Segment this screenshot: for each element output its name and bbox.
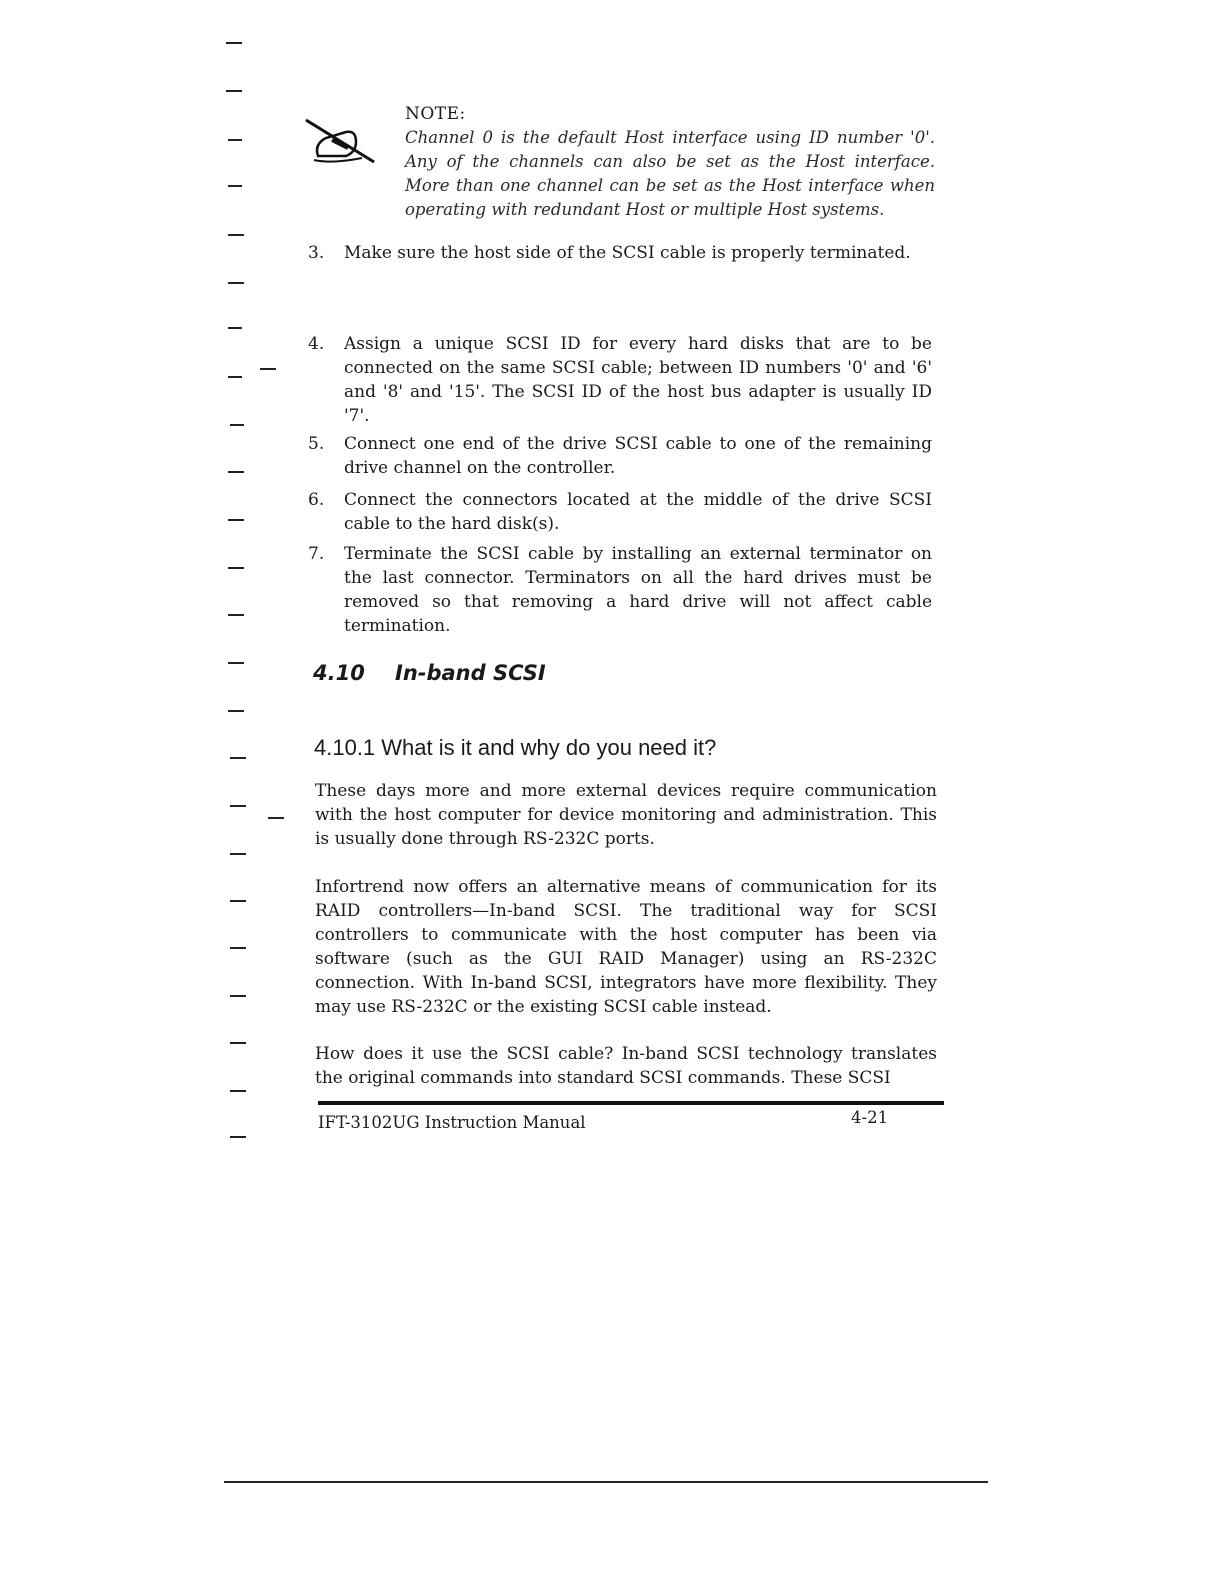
paragraph: Infortrend now offers an alternative means of communication for its RAID controllers—In-band SCSI. The traditional way for SCSI controllers to communicate with the host computer has been via software (such as the GUI RAID Manager) using an RS-232C connection. With In-band SCSI, integrators have more flexibility. They may use RS-232C or the existing SCSI cable instead. <box>315 877 937 1017</box>
paragraph: These days more and more external devices require communication with the host computer for device monitoring and administration. This is usually done through RS-232C ports. <box>315 781 937 849</box>
note-pencil-icon <box>302 118 380 168</box>
note-callout <box>405 104 935 222</box>
page-bottom-rule <box>224 1481 988 1483</box>
step-text: Assign a unique SCSI ID for every hard disks that are to be connected on the same SCSI cable; between ID numbers '0' and '6' and '8' and '15'. The SCSI ID of the host bus adapter is usually ID '7'. <box>344 334 932 426</box>
note-text: Channel 0 is the default Host interface using ID number '0'. Any of the channels can also be set as the Host interface. More than one channel can be set as the Host interface when operating with redundant Host or multiple Host systems. <box>405 128 935 219</box>
step-number: 5. <box>308 434 325 454</box>
step-number: 7. <box>308 544 325 564</box>
section-number: 4.10 <box>313 661 365 685</box>
step-number: 6. <box>308 490 325 510</box>
step-text: Terminate the SCSI cable by installing an external terminator on the last connector. Terminators on all the hard drives must be removed so that removing a hard drive will not affect cable termination. <box>344 544 932 636</box>
section-heading <box>313 661 546 685</box>
footer-page-number: 4-21 <box>851 1108 889 1127</box>
step-number: 3. <box>308 243 325 263</box>
step-text: Make sure the host side of the SCSI cable is properly terminated. <box>344 243 911 263</box>
footer-rule <box>318 1101 944 1105</box>
section-title: In-band SCSI <box>395 661 546 685</box>
step-text: Connect the connectors located at the middle of the drive SCSI cable to the hard disk(s). <box>344 490 932 534</box>
note-title: NOTE: <box>405 104 466 124</box>
subsection-heading: 4.10.1 What is it and why do you need it? <box>314 735 717 760</box>
paragraph: How does it use the SCSI cable? In-band SCSI technology translates the original commands into standard SCSI commands. These SCSI <box>315 1044 937 1088</box>
step-number: 4. <box>308 334 325 354</box>
footer-manual-title: IFT-3102UG Instruction Manual <box>318 1113 586 1132</box>
step-text: Connect one end of the drive SCSI cable to one of the remaining drive channel on the controller. <box>344 434 932 478</box>
